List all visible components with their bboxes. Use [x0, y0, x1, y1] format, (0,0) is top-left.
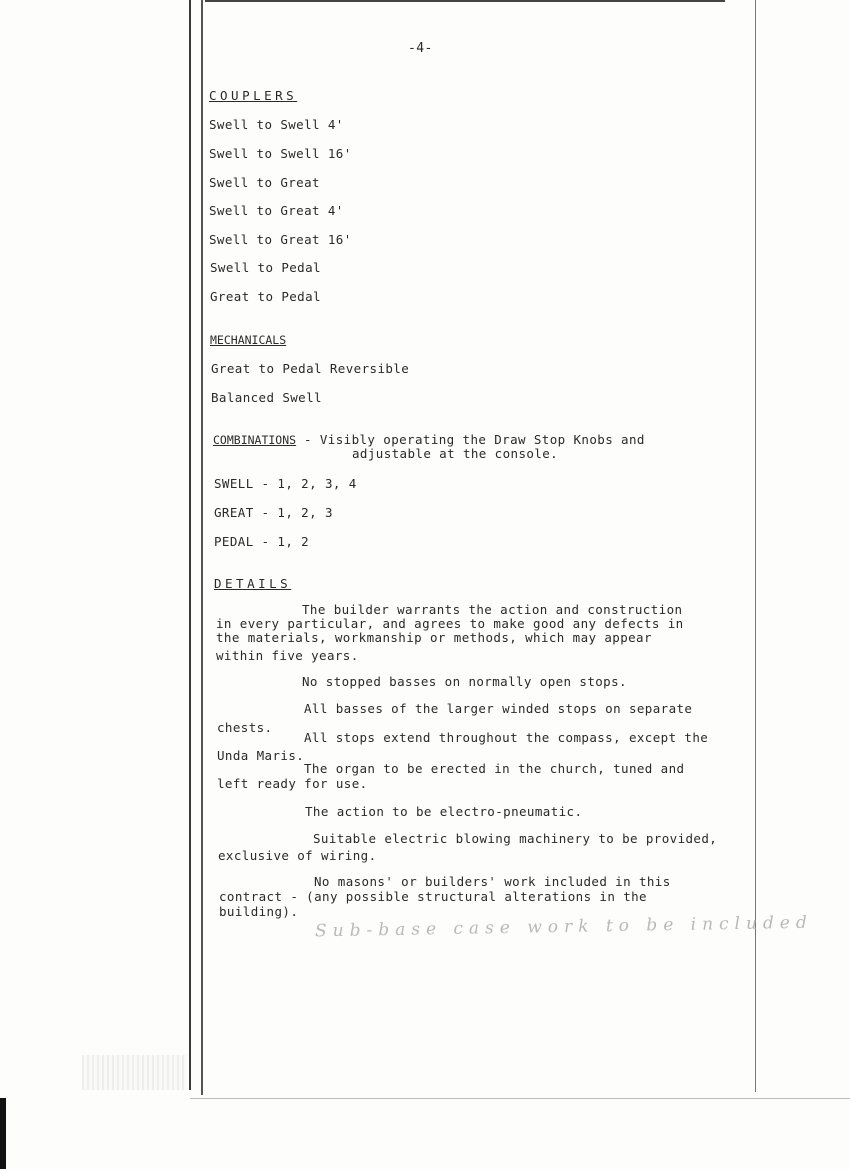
list-item: Great to Pedal — [210, 289, 321, 304]
list-item: Swell to Swell 16' — [209, 146, 352, 161]
list-item: Balanced Swell — [211, 390, 322, 405]
combinations-heading: COMBINATIONS — [213, 433, 297, 447]
list-item: PEDAL - 1, 2 — [214, 534, 310, 549]
couplers-heading: COUPLERS — [209, 88, 298, 103]
combinations-description-cont: adjustable at the console. — [352, 446, 559, 461]
scan-noise — [82, 1055, 187, 1090]
list-item: Swell to Great — [209, 175, 320, 190]
list-item: Swell to Swell 4' — [209, 117, 344, 132]
combinations-line — [213, 433, 645, 447]
list-item: Great to Pedal Reversible — [211, 361, 410, 376]
paragraph-line: left ready for use. — [217, 776, 368, 791]
mechanicals-heading: MECHANICALS — [210, 333, 287, 347]
paragraph-line: the materials, workmanship or methods, which may appear — [216, 630, 652, 645]
paragraph-line: The organ to be erected in the church, tuned and — [304, 761, 685, 776]
details-heading: DETAILS — [214, 576, 292, 591]
combinations-description: - Visibly operating the Draw Stop Knobs and — [296, 432, 645, 447]
list-item: Swell to Great 16' — [209, 232, 352, 247]
paragraph-line: exclusive of wiring. — [218, 848, 377, 863]
paragraph-line: No masons' or builders' work included in this — [314, 874, 671, 889]
scan-binding-line — [189, 0, 191, 1090]
paragraph-line: The builder warrants the action and construction — [302, 602, 683, 617]
list-item: SWELL - 1, 2, 3, 4 — [214, 476, 357, 491]
list-item: GREAT - 1, 2, 3 — [214, 505, 333, 520]
list-item: Swell to Pedal — [210, 260, 321, 275]
paragraph-line: All stops extend throughout the compass, except the — [304, 730, 709, 745]
paragraph-line: within five years. — [216, 648, 359, 663]
paragraph-line: contract - (any possible structural alterations in the — [219, 889, 647, 904]
page-number: -4- — [408, 41, 433, 56]
scan-edge-bottom — [190, 1098, 850, 1099]
paragraph-line: The action to be electro-pneumatic. — [305, 804, 583, 819]
list-item: Swell to Great 4' — [209, 203, 344, 218]
paragraph-line: in every particular, and agrees to make good any defects in — [216, 616, 684, 631]
paragraph-line: chests. — [217, 720, 273, 735]
paragraph-line: Unda Maris. — [217, 748, 305, 763]
paragraph-line: Suitable electric blowing machinery to be provided, — [313, 831, 718, 846]
paragraph-line: All basses of the larger winded stops on separate — [304, 701, 693, 716]
handwritten-note: Sub-base case work to be included — [314, 912, 813, 942]
scan-edge-top — [205, 0, 725, 2]
paragraph-line: building). — [219, 904, 299, 919]
scan-edge-mark — [0, 1098, 6, 1169]
paragraph-line: No stopped basses on normally open stops. — [302, 674, 627, 689]
scan-margin-line — [201, 0, 203, 1095]
